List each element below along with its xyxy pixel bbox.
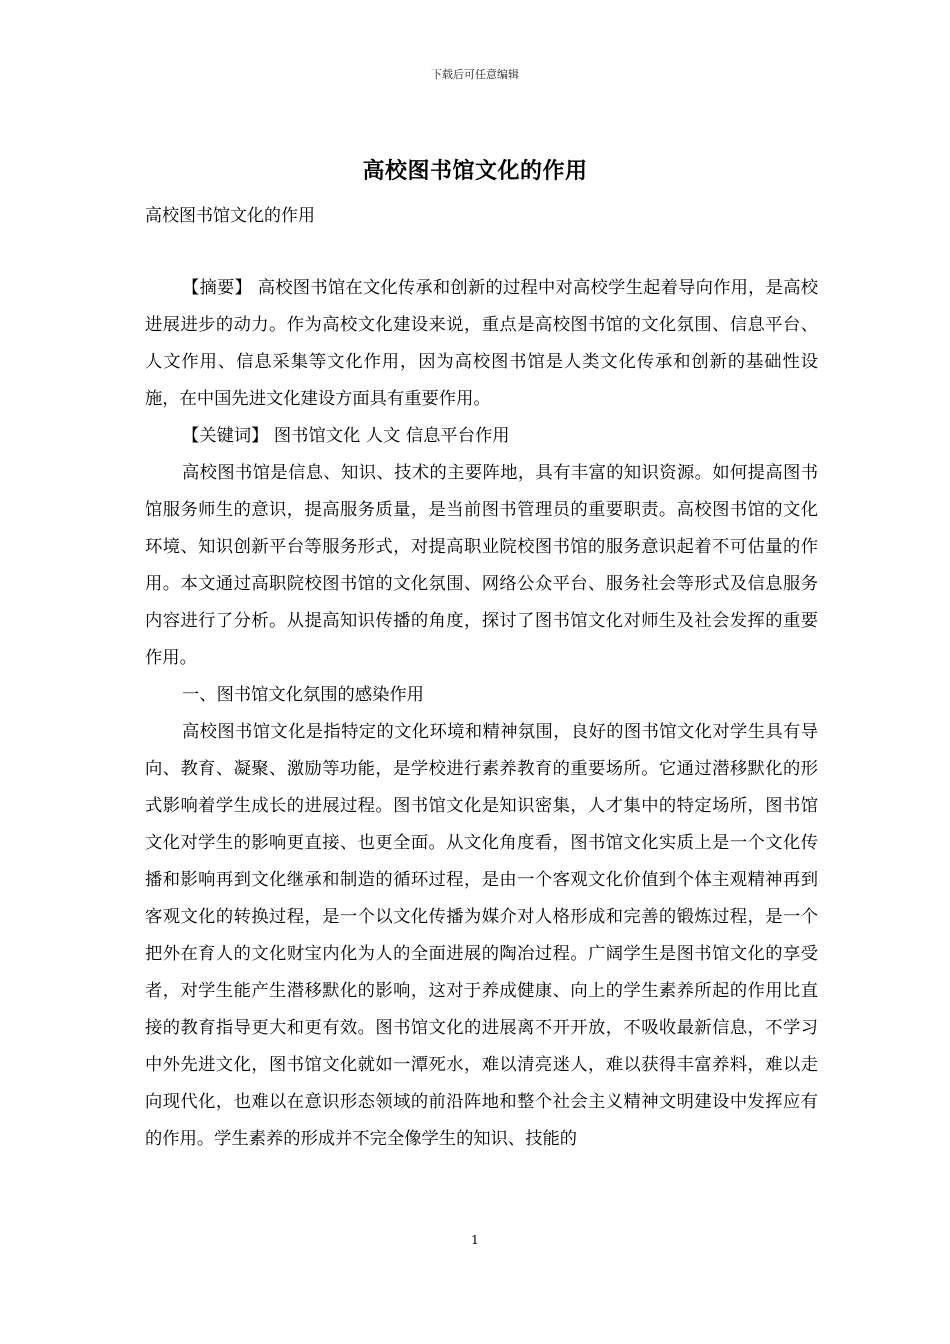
document-title: 高校图书馆文化的作用 (362, 158, 588, 184)
document-subtitle: 高校图书馆文化的作用 (145, 206, 315, 226)
body-paragraph: 高校图书馆文化是指特定的文化环境和精神氛围，良好的图书馆文化对学生具有导向、教育、凝聚、激励等功能，是学校进行素养教育的重要场所。它通过潜移默化的形式影响着学生成长的进展过程。图书馆文化是知识密集，人才集中的特定场所，图书馆文化对学生的影响更直接、也更全面。从文化角度看，图书馆文化实质上是一个文化传播和影响再到文化继承和制造的循环过程，是由一个客观文化价值到个体主观精神再到客观文化的转换过程，是一个以文化传播为媒介对人格形成和完善的锻炼过程，是一个把外在育人的文化财宝内化为人的全面进展的陶冶过程。广阔学生是图书馆文化的享受者，对学生能产生潜移默化的影响，这对于养成健康、向上的学生素养所起的作用比直接的教育指导更大和更有效。图书馆文化的进展离不开开放，不吸收最新信息，不学习中外先进文化，图书馆文化就如一潭死水，难以清亮迷人，难以获得丰富养料，难以走向现代化，也难以在意识形态领域的前沿阵地和整个社会主义精神文明建设中发挥应有的作用。学生素养的形成并不完全像学生的知识、技能的 (145, 722, 818, 1149)
abstract-paragraph: 【摘要】 高校图书馆在文化传承和创新的过程中对高校学生起着导向作用，是高校进展进步的动力。作为高校文化建设来说，重点是高校图书馆的文化氛围、信息平台、人文作用、信息采集等文化作用，因为高校图书馆是人类文化传承和创新的基础性设施，在中国先进文化建设方面具有重要作用。 (145, 278, 818, 409)
keywords-line: 【关键词】 图书馆文化 人文 信息平台作用 (182, 426, 510, 446)
document-body (145, 270, 818, 1158)
page-header-note: 下载后可任意编辑 (431, 68, 519, 81)
page-number: 1 (471, 1233, 479, 1247)
body-paragraph: 高校图书馆是信息、知识、技术的主要阵地，具有丰富的知识资源。如何提高图书馆服务师生的意识，提高服务质量，是当前图书管理员的重要职责。高校图书馆的文化环境、知识创新平台等服务形式，对提高职业院校图书馆的服务意识起着不可估量的作用。本文通过高职院校图书馆的文化氛围、网络公众平台、服务社会等形式及信息服务内容进行了分析。从提高知识传播的角度，探讨了图书馆文化对师生及社会发挥的重要作用。 (145, 463, 818, 668)
section-heading: 一、图书馆文化氛围的感染作用 (182, 685, 424, 705)
